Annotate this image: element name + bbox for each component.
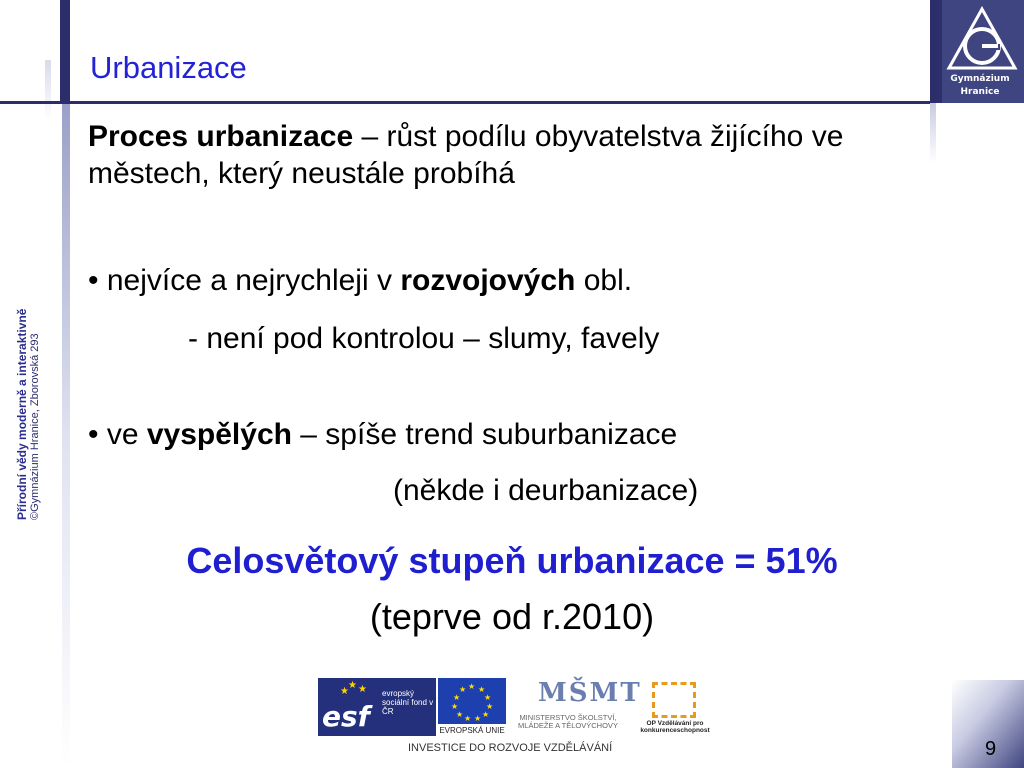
msmt-logo <box>512 678 642 736</box>
left-decor-fade <box>45 60 51 120</box>
vertical-credit <box>15 240 41 520</box>
definition-term: Proces urbanizace <box>88 120 354 153</box>
bullet-developed <box>88 418 677 452</box>
esf-mark: esf <box>322 700 370 733</box>
op-label: OP Vzdělávání pro konkurenceschopnost <box>640 720 710 735</box>
op-logo <box>630 678 720 736</box>
urbanization-stat-note: (teprve od r.2010) <box>369 596 655 637</box>
bullet1-prefix: • nejvíce a nejrychleji v <box>88 264 401 297</box>
bullet2-bold: vyspělých <box>146 418 292 451</box>
bullet2-prefix: • ve <box>88 418 147 451</box>
bullet2-suffix: – spíše trend suburbanizace <box>291 418 678 451</box>
credit-line2: ©Gymnázium Hranice, Zborovská 293 <box>29 333 41 520</box>
left-decor-bar <box>60 0 70 103</box>
msmt-mark: MŠMT <box>538 678 642 708</box>
footer-logos <box>318 678 718 768</box>
esf-label: evropský sociální fond v ČR <box>382 689 434 716</box>
msmt-label: MINISTERSTVO ŠKOLSTVÍ, MLÁDEŽE A TĚLOVÝCHOVY <box>518 713 618 731</box>
definition-paragraph <box>88 118 928 192</box>
triangle-g-logo-icon <box>946 6 1018 72</box>
logo-line2: Hranice <box>960 87 1000 97</box>
page-number: 9 <box>985 738 997 760</box>
left-decor-bar-fade <box>62 103 70 768</box>
credit-line1: Přírodní vědy moderně a interaktivně <box>15 308 29 520</box>
op-square-icon <box>652 682 696 718</box>
right-decor-bar-fade <box>930 103 936 163</box>
page-title: Urbanizace <box>90 50 247 85</box>
bullet2-subline: (někde i deurbanizace) <box>393 474 699 507</box>
bullet1-bold: rozvojových <box>400 264 576 297</box>
eu-label: EVROPSKÁ UNIE <box>439 726 505 735</box>
definition-text: – růst podílu obyvatelstva žijícího ve městech, který neustále probíhá <box>88 120 844 191</box>
bullet1-suffix: obl. <box>575 264 633 297</box>
bullet-developing <box>88 264 632 298</box>
title-underline <box>0 101 932 104</box>
bullet1-subline: - není pod kontrolou – slumy, favely <box>188 322 660 355</box>
urbanization-stat: Celosvětový stupeň urbanizace = 51% <box>186 540 838 581</box>
eu-flag-icon: ★ ★ ★ ★ ★ ★ ★ ★ ★ ★ ★ <box>438 678 506 724</box>
logo-line1: Gymnázium <box>950 74 1010 84</box>
investice-label: INVESTICE DO ROZVOJE VZDĚLÁVÁNÍ <box>408 742 613 754</box>
esf-logo: ★ ★ ★ esf evropský sociální fond v ČR <box>318 678 436 736</box>
school-logo <box>936 0 1024 103</box>
